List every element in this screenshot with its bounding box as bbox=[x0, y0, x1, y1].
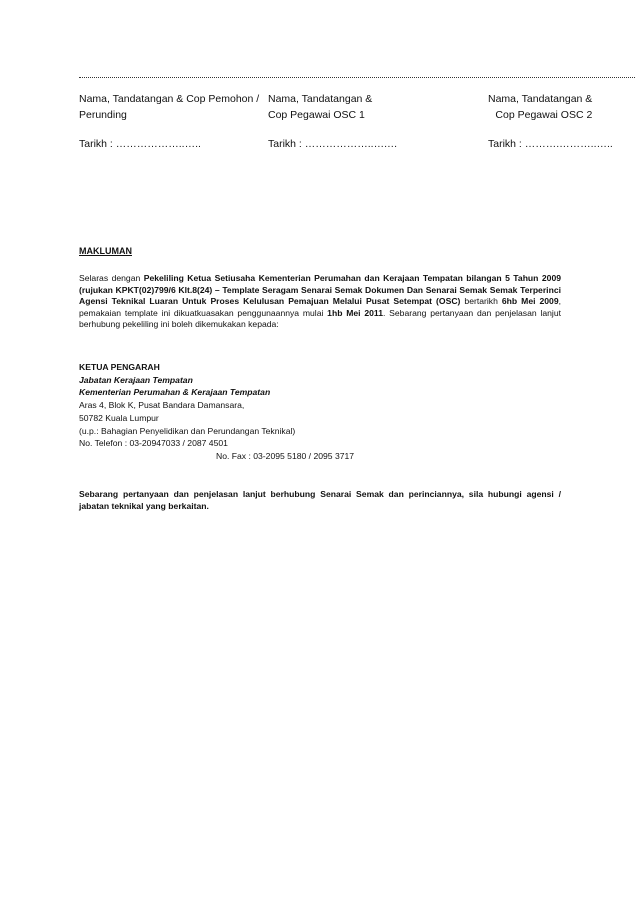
signature-label-line1: Nama, Tandatangan & bbox=[488, 93, 593, 105]
signature-date: Tarikh : ………………..….. bbox=[79, 138, 201, 150]
signature-label-line2: Perunding bbox=[79, 109, 127, 121]
signature-label-line2: Cop Pegawai OSC 1 bbox=[268, 109, 365, 121]
circular-reference: Pekeliling Ketua Setiusaha Kementerian Perumahan dan Kerajaan Tempatan bilangan 5 Tahun 2009 (rujukan KPKT(02)799/6 Klt.8(24) – Template Seragam Senarai Semak Dokumen Dan Senarai Semak Semak Terperinci Agensi Teknikal Luaran Untuk Proses Kelulusan Pemajuan Melalui Pusat Setempat (OSC) bbox=[79, 273, 562, 306]
effective-date: 1hb Mei 2011 bbox=[327, 307, 383, 318]
notice-title: MAKLUMAN bbox=[79, 246, 132, 256]
signature-label-line1: Nama, Tandatangan & Cop Pemohon / bbox=[79, 93, 260, 105]
notice-text: bertarikh bbox=[460, 296, 502, 306]
address-line: 50782 Kuala Lumpur bbox=[79, 412, 159, 423]
signature-block-osc1 bbox=[268, 91, 398, 150]
signature-label-line2: Cop Pegawai OSC 2 bbox=[495, 109, 593, 121]
address-ministry: Kementerian Perumahan & Kerajaan Tempatan bbox=[79, 387, 271, 398]
signature-block-osc2 bbox=[488, 91, 613, 150]
circular-date: 6hb Mei 2009 bbox=[501, 296, 559, 306]
address-line: (u.p.: Bahagian Penyelidikan dan Perundangan Teknikal) bbox=[79, 425, 296, 436]
signature-block-applicant bbox=[79, 91, 260, 150]
closing-paragraph: Sebarang pertanyaan dan penjelasan lanjut berhubung Senarai Semak dan perinciannya, sila hubungi agensi / jabatan teknikal yang berkaitan. bbox=[79, 489, 561, 511]
notice-text: . Sebarang pertanyaan dan penjelasan lanjut berhubung pekeliling ini boleh dikemukakan kepada: bbox=[79, 307, 561, 329]
notice-text: , pemakaian template ini dikuatkuasakan penggunaannya mulai bbox=[79, 296, 562, 318]
signature-label-line1: Nama, Tandatangan & bbox=[268, 93, 373, 105]
dotted-separator bbox=[79, 77, 635, 78]
address-fax: No. Fax : 03-2095 5180 / 2095 3717 bbox=[216, 450, 355, 461]
address-heading: KETUA PENGARAH bbox=[79, 362, 160, 372]
notice-paragraph bbox=[79, 273, 561, 331]
address-phone: No. Telefon : 03-20947033 / 2087 4501 bbox=[79, 438, 228, 449]
signature-date: Tarikh : ……….………..….. bbox=[488, 138, 613, 150]
signature-date: Tarikh : ………………..….… bbox=[268, 138, 398, 150]
address-department: Jabatan Kerajaan Tempatan bbox=[79, 374, 193, 385]
address-line: Aras 4, Blok K, Pusat Bandara Damansara, bbox=[79, 400, 245, 411]
contact-address bbox=[79, 361, 559, 463]
notice-text: Selaras dengan bbox=[79, 273, 144, 283]
